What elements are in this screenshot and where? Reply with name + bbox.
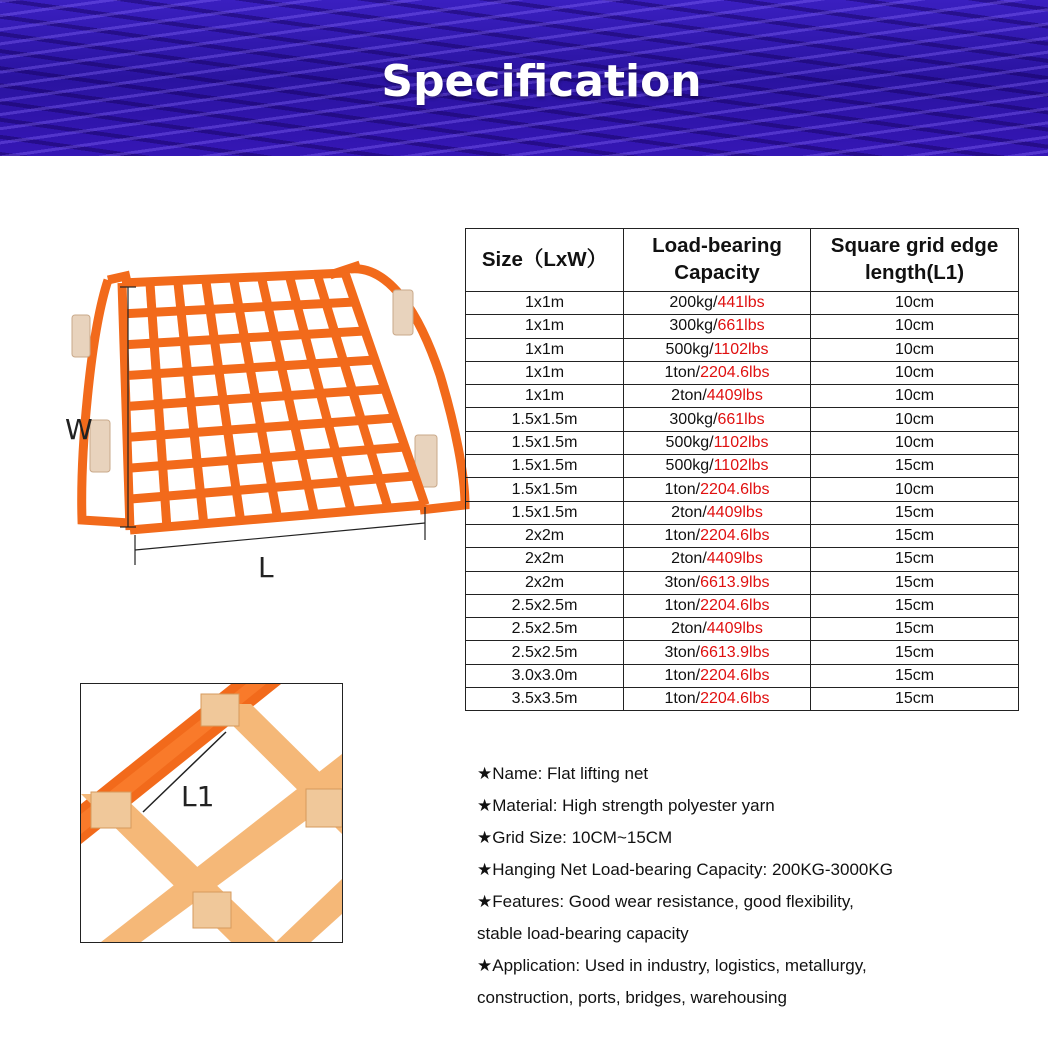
grid-edge-length-label: L1 [181,780,215,813]
size-cell: 3.0x3.0m [466,664,624,687]
width-dimension-label: W [65,413,93,446]
capacity-kg: 1ton/ [664,597,701,614]
capacity-kg: 300kg/ [669,410,718,428]
capacity-lbs: 6613.9lbs [700,643,770,661]
header-banner [0,0,1048,156]
lifting-net-illustration [60,255,480,595]
capacity-column-header: Load-bearing Capacity [624,229,811,292]
capacity-cell [624,408,811,431]
capacity-cell [624,641,811,664]
size-cell: 1.5x1.5m [466,431,624,454]
feature-line: ★Grid Size: 10CM~15CM [477,828,673,847]
capacity-cell [624,501,811,524]
table-row [466,501,1019,524]
capacity-lbs: 6613.9lbs [700,573,770,591]
size-cell: 1.5x1.5m [466,478,624,501]
grid-length-column-header: Square grid edge length(L1) [811,229,1019,292]
feature-line: ★Application: Used in industry, logistics, metallurgy, [477,956,867,975]
feature-line: stable load-bearing capacity [477,924,689,943]
grid-length-cell: 15cm [811,571,1019,594]
grid-detail-image [81,684,342,942]
capacity-lbs: 661lbs [717,410,765,428]
capacity-cell [624,315,811,338]
capacity-kg: 1ton/ [664,480,701,498]
features-list [477,758,1017,1014]
table-row [466,688,1019,711]
size-cell: 1x1m [466,361,624,384]
capacity-lbs: 1102lbs [713,433,769,451]
size-cell: 2.5x2.5m [466,641,624,664]
capacity-lbs: 441lbs [717,294,765,312]
capacity-cell [624,688,811,711]
capacity-lbs: 2204.6lbs [700,597,770,614]
table-row [466,315,1019,338]
size-column-header: Size（LxW） [466,229,624,292]
grid-length-cell: 10cm [811,361,1019,384]
capacity-kg: 500kg/ [665,457,714,475]
capacity-kg: 1ton/ [664,364,701,382]
capacity-cell [624,571,811,594]
capacity-cell [624,594,811,617]
capacity-lbs: 661lbs [717,317,765,335]
feature-line: ★Material: High strength polyester yarn [477,796,775,815]
capacity-cell [624,431,811,454]
size-cell: 1.5x1.5m [466,501,624,524]
capacity-kg: 500kg/ [665,340,714,358]
capacity-kg: 2ton/ [671,620,707,638]
capacity-kg: 200kg/ [669,294,718,312]
grid-length-cell: 15cm [811,618,1019,641]
capacity-kg: 1ton/ [664,690,701,708]
capacity-cell [624,385,811,408]
table-row [466,431,1019,454]
table-row [466,524,1019,547]
capacity-lbs: 4409lbs [706,620,763,638]
capacity-lbs: 2204.6lbs [700,527,770,545]
capacity-cell [624,455,811,478]
page-title: Specification [381,56,702,107]
capacity-cell [624,292,811,315]
capacity-lbs: 2204.6lbs [700,480,770,498]
table-row [466,408,1019,431]
specification-table [465,228,1019,711]
size-cell: 1x1m [466,315,624,338]
capacity-lbs: 1102lbs [713,457,769,475]
capacity-kg: 500kg/ [665,433,714,451]
capacity-lbs: 2204.6lbs [700,666,770,684]
feature-line: ★Hanging Net Load-bearing Capacity: 200KG-3000KG [477,860,893,879]
table-row [466,455,1019,478]
table-row [466,618,1019,641]
grid-length-cell: 15cm [811,548,1019,571]
table-row [466,664,1019,687]
grid-length-cell: 10cm [811,385,1019,408]
grid-length-cell: 15cm [811,688,1019,711]
capacity-cell [624,618,811,641]
grid-length-cell: 10cm [811,292,1019,315]
feature-line: ★Features: Good wear resistance, good flexibility, [477,892,854,911]
lifting-net-image [60,255,480,595]
capacity-kg: 300kg/ [669,317,718,335]
size-cell: 1x1m [466,338,624,361]
grid-length-cell: 10cm [811,408,1019,431]
feature-line: construction, ports, bridges, warehousing [477,988,787,1007]
table-row [466,641,1019,664]
capacity-kg: 1ton/ [664,666,701,684]
capacity-lbs: 4409lbs [706,387,763,405]
grid-length-cell: 10cm [811,315,1019,338]
capacity-lbs: 2204.6lbs [700,690,770,708]
table-header-row [466,229,1019,292]
length-dimension-label: L [258,551,274,584]
capacity-cell [624,338,811,361]
capacity-kg: 1ton/ [664,527,701,545]
capacity-kg: 2ton/ [671,387,707,405]
size-cell: 1x1m [466,385,624,408]
grid-length-cell: 15cm [811,501,1019,524]
grid-length-cell: 15cm [811,594,1019,617]
table-row [466,361,1019,384]
capacity-cell [624,548,811,571]
size-cell: 2.5x2.5m [466,618,624,641]
size-cell: 1x1m [466,292,624,315]
capacity-kg: 2ton/ [671,503,707,521]
capacity-lbs: 1102lbs [713,340,769,358]
size-cell: 1.5x1.5m [466,455,624,478]
grid-length-cell: 15cm [811,664,1019,687]
table-row [466,548,1019,571]
capacity-lbs: 4409lbs [706,550,763,568]
size-cell: 2x2m [466,548,624,571]
table-row [466,478,1019,501]
size-cell: 1.5x1.5m [466,408,624,431]
table-row [466,385,1019,408]
grid-length-cell: 15cm [811,641,1019,664]
table-row [466,292,1019,315]
table-row [466,571,1019,594]
capacity-kg: 3ton/ [664,573,701,591]
capacity-cell [624,524,811,547]
grid-length-cell: 15cm [811,524,1019,547]
table-row [466,338,1019,361]
grid-length-cell: 15cm [811,455,1019,478]
capacity-kg: 2ton/ [671,550,707,568]
size-cell: 2x2m [466,571,624,594]
capacity-cell [624,478,811,501]
capacity-kg: 3ton/ [664,643,701,661]
grid-length-cell: 10cm [811,338,1019,361]
capacity-lbs: 4409lbs [706,503,763,521]
feature-line: ★Name: Flat lifting net [477,764,649,783]
grid-detail-closeup [80,683,343,943]
size-cell: 2x2m [466,524,624,547]
grid-length-cell: 10cm [811,478,1019,501]
capacity-cell [624,361,811,384]
table-row [466,594,1019,617]
grid-length-cell: 10cm [811,431,1019,454]
capacity-lbs: 2204.6lbs [700,364,770,382]
capacity-cell [624,664,811,687]
size-cell: 3.5x3.5m [466,688,624,711]
size-cell: 2.5x2.5m [466,594,624,617]
